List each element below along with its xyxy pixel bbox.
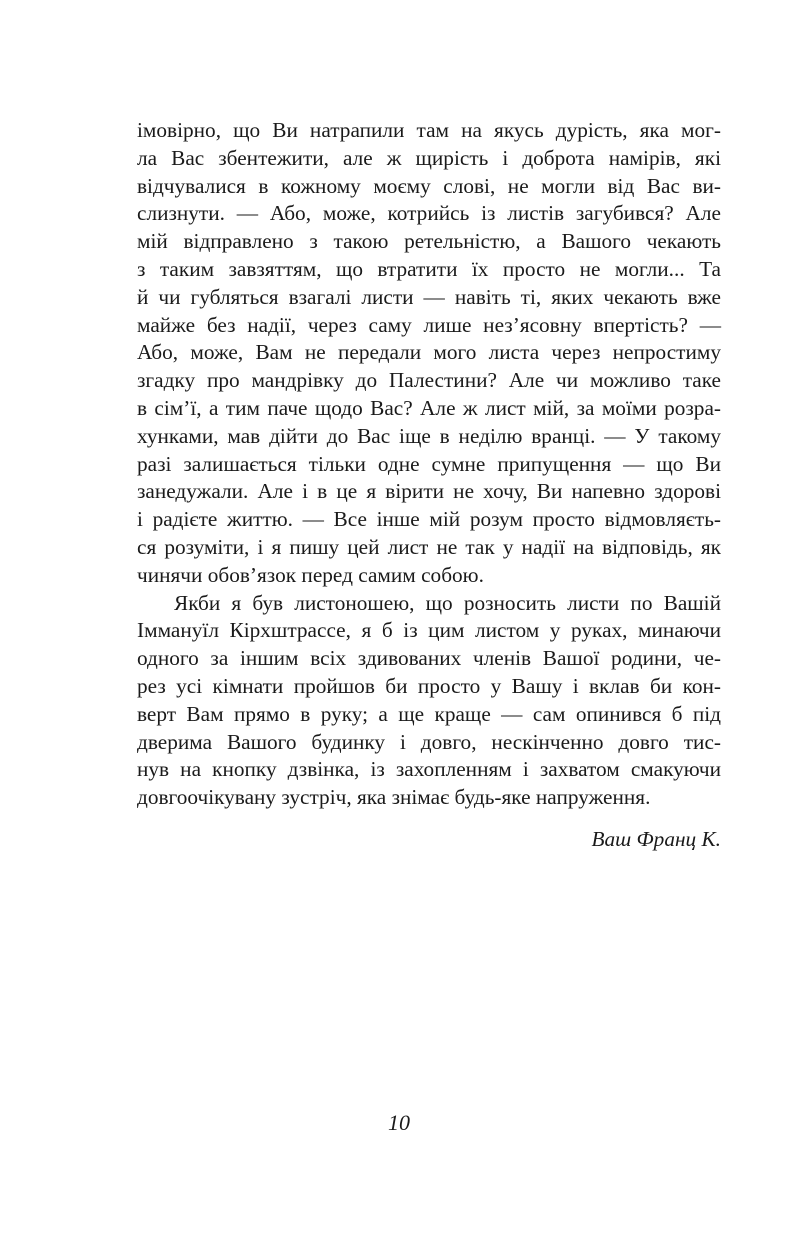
text-line: Іммануїл Кірхштрассе, я б із цим листом у руках, минаючи	[137, 618, 721, 643]
page-number: 10	[388, 1110, 410, 1135]
text-line: слизнути. — Або, може, котрийсь із листів загубився? Але	[137, 201, 721, 226]
text-line: нув на кнопку дзвінка, із захопленням і захватом смакуючи	[137, 757, 721, 782]
text-line: майже без надії, через саму лише нез’ясовну впертість? —	[137, 312, 721, 337]
text-line: відчувалися в кожному моєму слові, не могли від Вас ви-	[137, 173, 721, 198]
text-line: Або, може, Вам не передали мого листа через непростиму	[137, 340, 721, 365]
text-line: разі залишається тільки одне сумне припущення — що Ви	[137, 451, 721, 476]
text-line: одного за іншим всіх здивованих членів Вашої родини, че-	[137, 646, 721, 671]
text-line: ся розуміти, і я пишу цей лист не так у надії на відповідь, як	[137, 534, 721, 559]
text-line: в сім’ї, а тим паче щодо Вас? Але ж лист мій, за моїми розра-	[137, 395, 721, 420]
text-line: верт Вам прямо в руку; а ще краще — сам опинився б під	[137, 701, 721, 726]
text-line: довгоочікувану зустріч, яка знімає будь-яке напруження.	[137, 785, 651, 810]
body-text	[137, 117, 721, 812]
text-line: з таким завзяттям, що втратити їх просто не могли... Та	[137, 256, 721, 281]
text-line: й чи губляться взагалі листи — навіть ті, яких чекають вже	[137, 284, 721, 309]
paragraph-2	[137, 590, 721, 812]
text-line: рез усі кімнати пройшов би просто у Вашу і вклав би кон-	[137, 673, 721, 698]
text-line: хунками, мав дійти до Вас іще в неділю вранці. — У такому	[137, 423, 721, 448]
text-line: дверима Вашого будинку і довго, нескінченно довго тис-	[137, 729, 721, 754]
text-line: чинячи обов’язок перед самим собою.	[137, 562, 484, 587]
text-line: імовірно, що Ви натрапили там на якусь дурість, яка мог-	[137, 118, 721, 142]
text-line: Якби я був листоношею, що розносить листи по Вашій	[174, 590, 721, 615]
text-line: ла Вас збентежити, але ж щирість і доброта намірів, які	[137, 145, 721, 170]
text-line: згадку про мандрівку до Палестини? Але чи можливо таке	[137, 368, 721, 393]
text-line: занедужали. Але і в це я вірити не хочу, Ви напевно здорові	[137, 479, 721, 504]
text-line: і радієте життю. — Все інше мій розум просто відмовляєть-	[137, 507, 721, 532]
paragraph-1	[137, 117, 721, 590]
letter-signature: Ваш Франц К.	[591, 827, 721, 851]
text-line: мій відправлено з такою ретельністю, а Вашого чекають	[137, 229, 721, 254]
